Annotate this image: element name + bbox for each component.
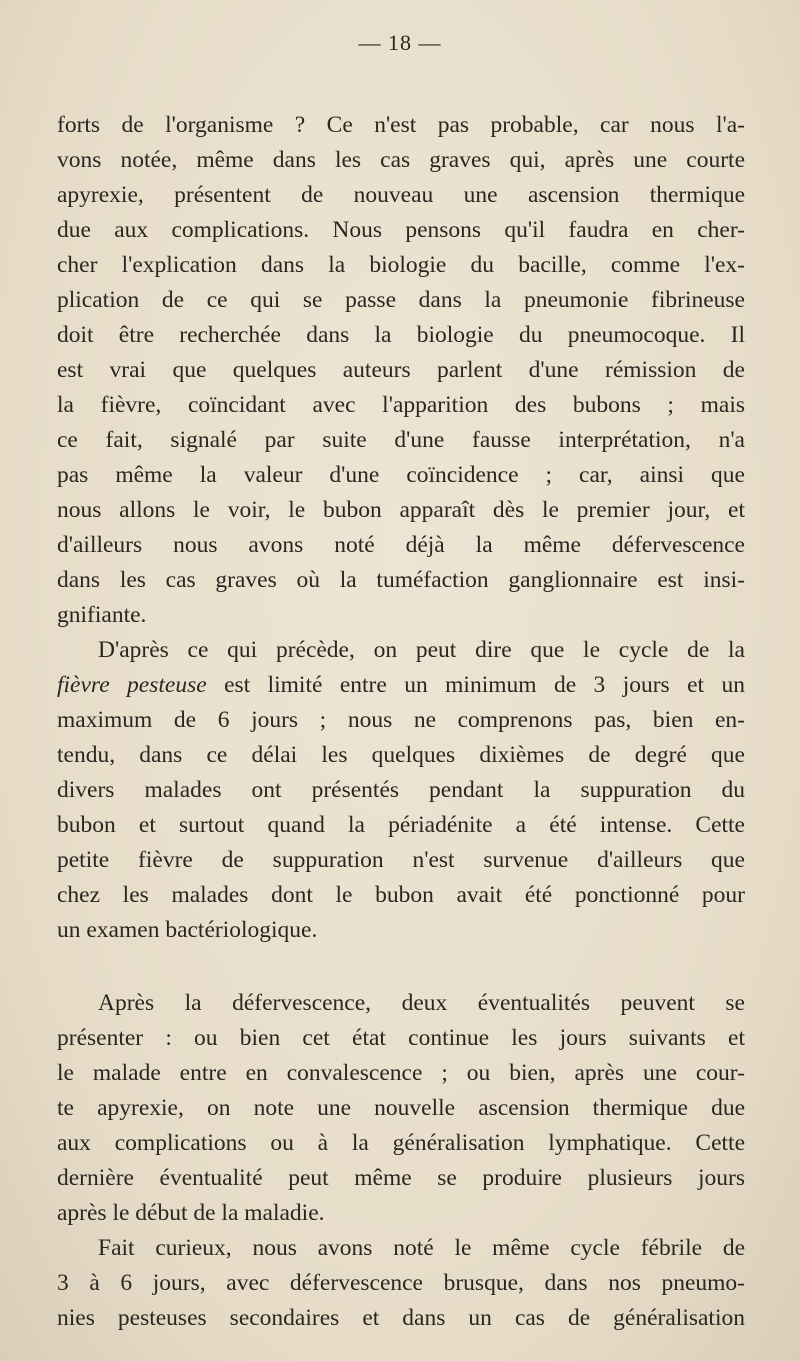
text-line: est vrai que quelques auteurs parlent d'une rémission de [57, 357, 745, 383]
paragraph [57, 1231, 745, 1336]
text-line: D'après ce qui précède, on peut dire que le cycle de la [98, 637, 745, 663]
text-line: la fièvre, coïncidant avec l'apparition des bubons ; mais [57, 392, 745, 418]
text-line: cher l'explication dans la biologie du bacille, comme l'ex- [57, 252, 745, 278]
text-line: un examen bactériologique. [57, 917, 318, 943]
text-line: forts de l'organisme ? Ce n'est pas probable, car nous l'a- [57, 112, 745, 138]
text-line: dans les cas graves où la tuméfaction ganglionnaire est insi- [57, 567, 745, 593]
italic-term: fièvre pesteuse [57, 672, 207, 698]
text-line: chez les malades dont le bubon avait été ponctionné pour [57, 882, 745, 908]
text-line: tendu, dans ce délai les quelques dixièmes de degré que [57, 742, 745, 768]
paragraph [57, 986, 745, 1231]
text-line: pas même la valeur d'une coïncidence ; car, ainsi que [57, 462, 745, 488]
body-text [57, 108, 745, 1336]
paragraph [57, 633, 745, 948]
text-line: gnifiante. [57, 602, 147, 628]
text-line: après le début de la maladie. [57, 1200, 325, 1226]
text-line: Après la défervescence, deux éventualités peuvent se [98, 990, 745, 1016]
text-line: ce fait, signalé par suite d'une fausse interprétation, n'a [57, 427, 745, 453]
text-line: fièvre pesteuse est limité entre un minimum de 3 jours et un [57, 672, 745, 698]
text-line: nous allons le voir, le bubon apparaît dès le premier jour, et [57, 497, 745, 523]
text-line: dernière éventualité peut même se produire plusieurs jours [57, 1165, 745, 1191]
text-line: petite fièvre de suppuration n'est survenue d'ailleurs que [57, 847, 745, 873]
paragraph-gap [57, 948, 745, 986]
text-line: divers malades ont présentés pendant la suppuration du [57, 777, 745, 803]
text-line: maximum de 6 jours ; nous ne comprenons pas, bien en- [57, 707, 745, 733]
text-line: doit être recherchée dans la biologie du pneumocoque. Il [57, 322, 745, 348]
text-line: due aux complications. Nous pensons qu'il faudra en cher- [57, 217, 745, 243]
text-line: présenter : ou bien cet état continue les jours suivants et [57, 1025, 745, 1051]
text-line: apyrexie, présentent de nouveau une ascension thermique [57, 182, 745, 208]
text-line: le malade entre en convalescence ; ou bien, après une cour- [57, 1060, 745, 1086]
text-line: te apyrexie, on note une nouvelle ascension thermique due [57, 1095, 745, 1121]
paragraph [57, 108, 745, 633]
text-line: nies pesteuses secondaires et dans un cas de généralisation [57, 1305, 745, 1331]
text-line: aux complications ou à la généralisation lymphatique. Cette [57, 1130, 745, 1156]
text-line: vons notée, même dans les cas graves qui, après une courte [57, 147, 745, 173]
text-line: Fait curieux, nous avons noté le même cycle fébrile de [98, 1235, 745, 1261]
text-line: plication de ce qui se passe dans la pneumonie fibrineuse [57, 287, 745, 313]
page-number: — 18 — [358, 30, 442, 55]
text-line: d'ailleurs nous avons noté déjà la même défervescence [57, 532, 745, 558]
text-line: 3 à 6 jours, avec défervescence brusque, dans nos pneumo- [57, 1270, 745, 1296]
text-line: bubon et surtout quand la périadénite a été intense. Cette [57, 812, 745, 838]
